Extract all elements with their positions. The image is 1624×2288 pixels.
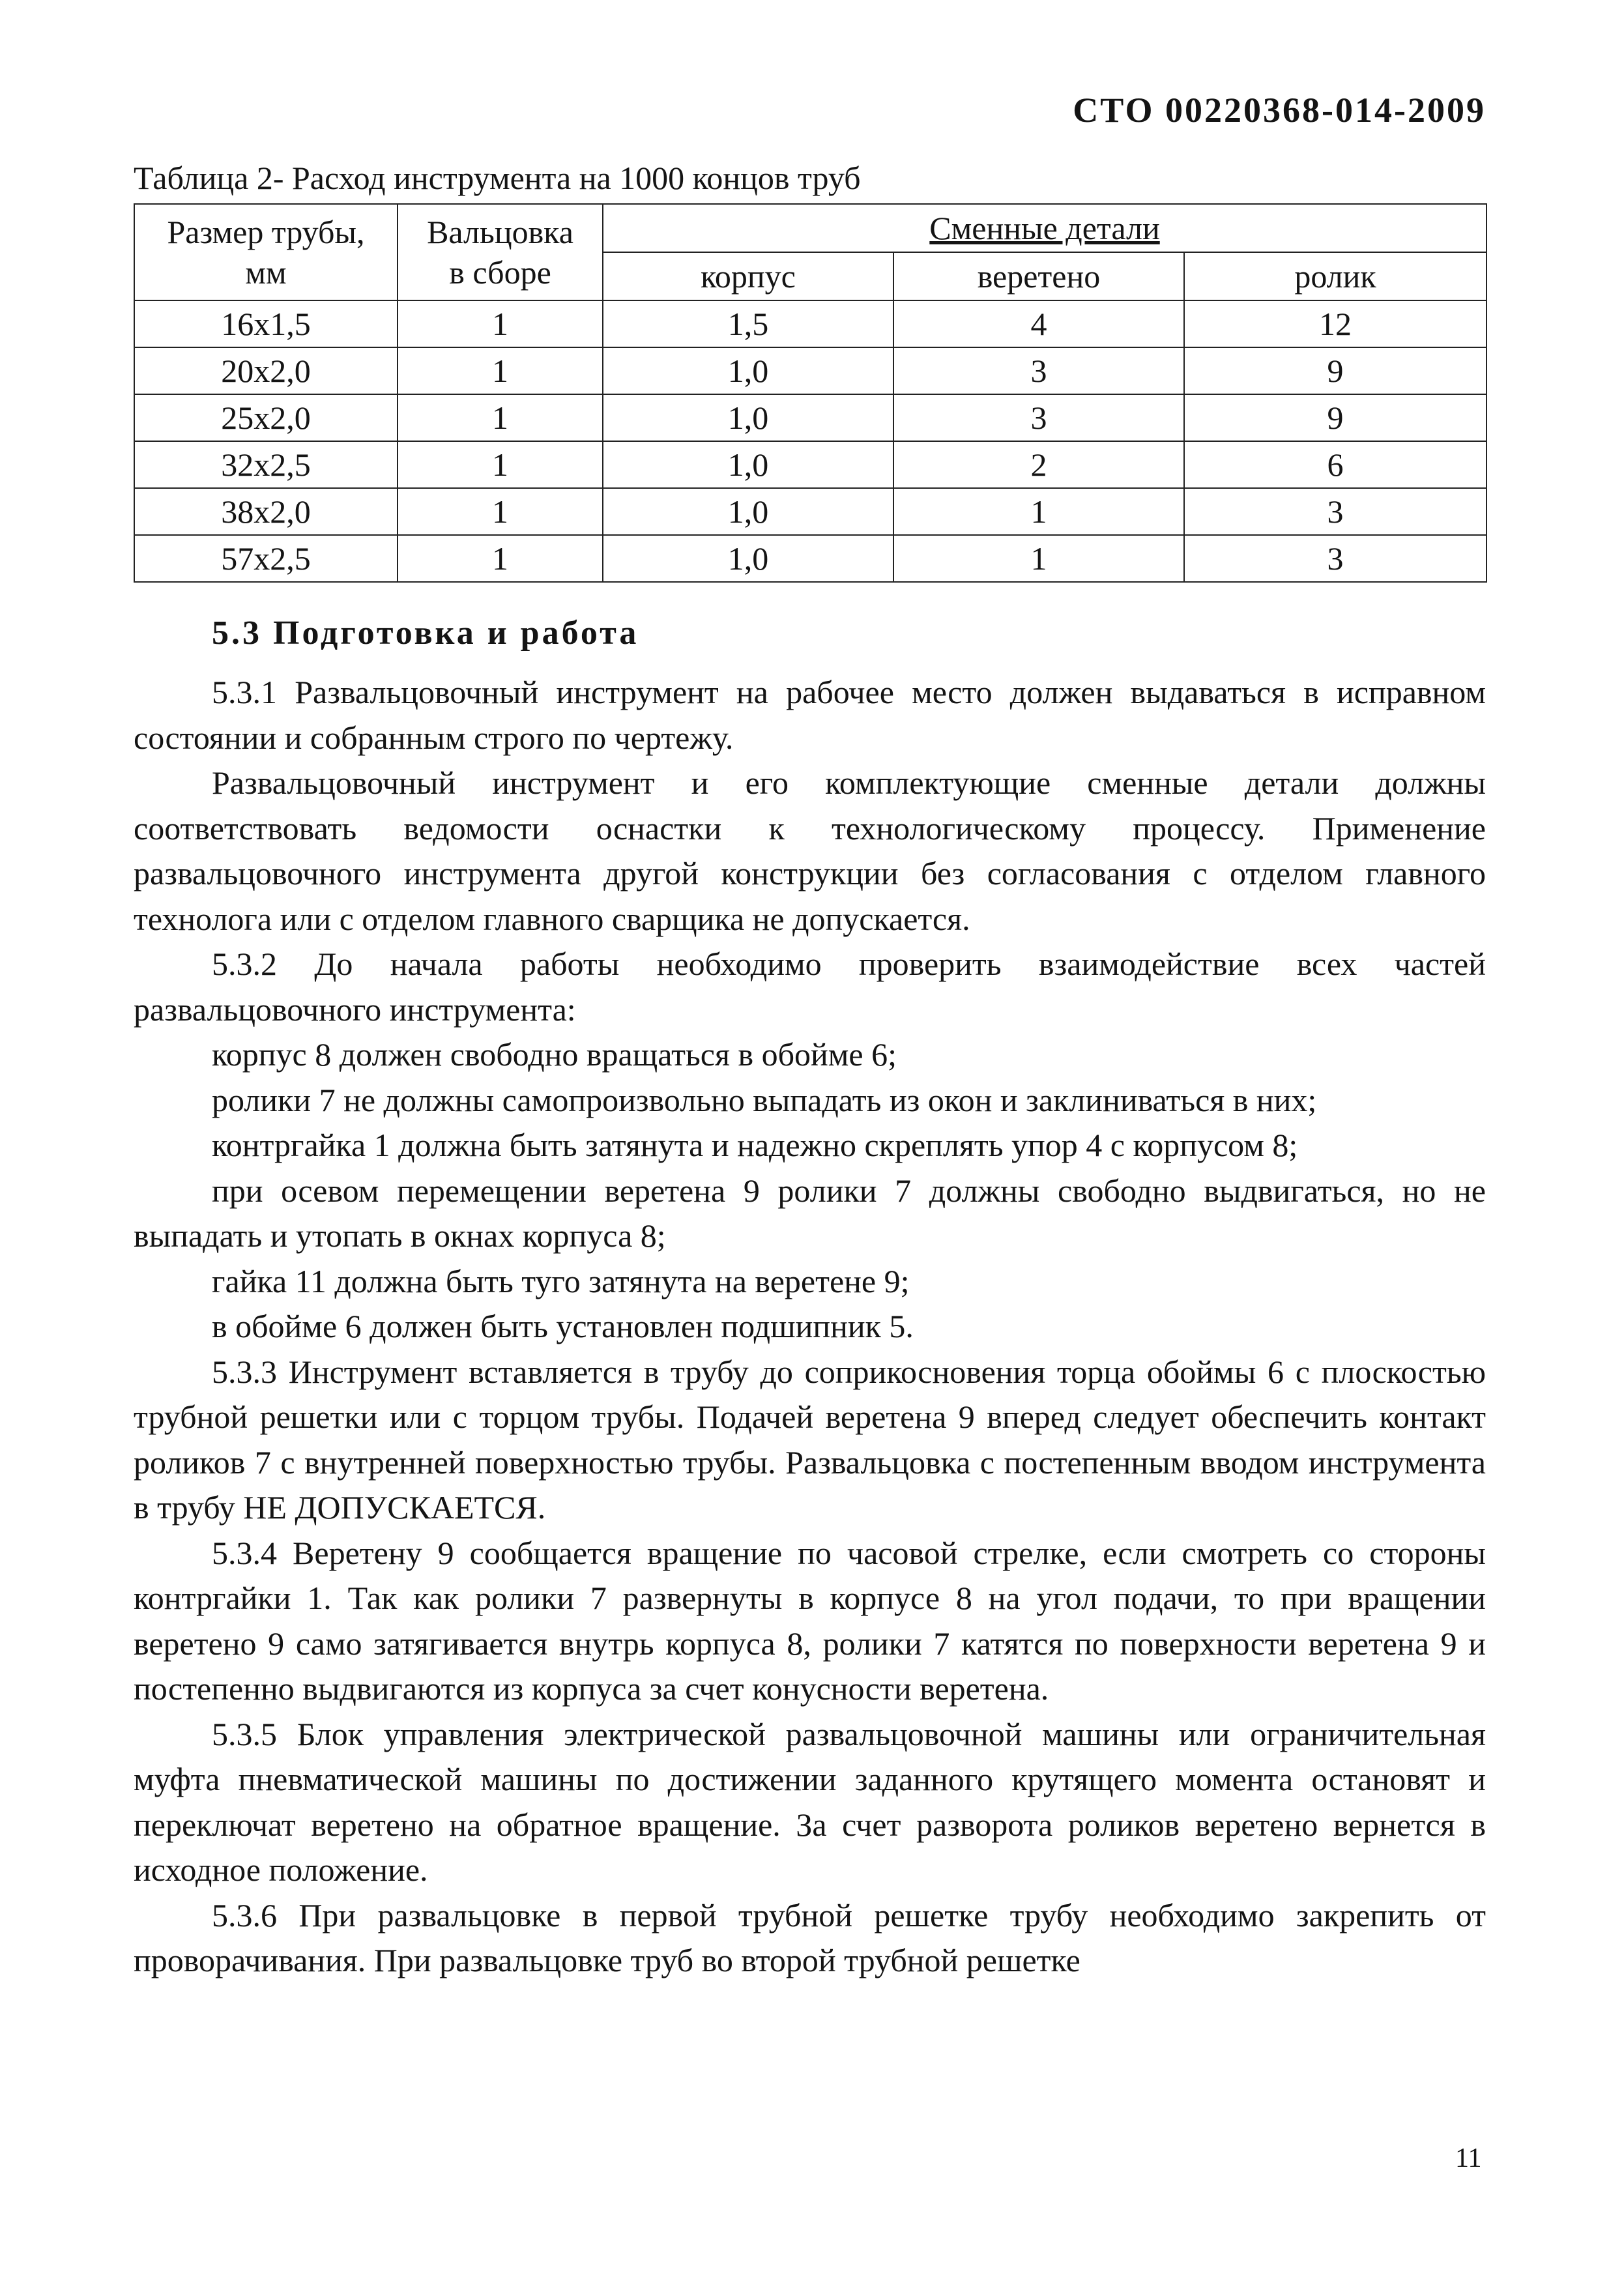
paragraph: Развальцовочный инструмент и его комплектующие сменные детали должны соответствовать ведомости оснастки к технологическому процессу. Применение развальцовочного инструмента другой конструкции без согласования с отделом главного технолога или с отделом главного сварщика не допускается.: [134, 764, 1486, 937]
header-expander-line1: Вальцовка: [427, 214, 573, 250]
page-number: 11: [1455, 2143, 1482, 2173]
cell-expander: 1: [398, 535, 603, 582]
cell-body: 1,5: [603, 300, 893, 347]
checklist-item: корпус 8 должен свободно вращаться в обойме 6;: [212, 1036, 897, 1073]
cell-pipe-size: 25х2,0: [134, 394, 398, 441]
header-expander: [398, 204, 603, 300]
cell-spindle: 1: [893, 488, 1184, 535]
cell-pipe-size: 57х2,5: [134, 535, 398, 582]
table-row: [134, 535, 1486, 582]
paragraph-5-3-2: 5.3.2 До начала работы необходимо проверить взаимодействие всех частей развальцовочного инструмента:: [134, 946, 1486, 1028]
cell-pipe-size: 38х2,0: [134, 488, 398, 535]
checklist-item: при осевом перемещении веретена 9 ролики 7 должны свободно выдвигаться, но не выпадать и утопать в окнах корпуса 8;: [134, 1172, 1486, 1254]
cell-spindle: 1: [893, 535, 1184, 582]
header-body: корпус: [603, 252, 893, 300]
cell-spindle: 4: [893, 300, 1184, 347]
cell-roller: 3: [1184, 535, 1486, 582]
paragraph-5-3-6: 5.3.6 При развальцовке в первой трубной решетке трубу необходимо закрепить от проворачивания. При развальцовке труб во второй трубной решетке: [134, 1896, 1486, 1978]
cell-expander: 1: [398, 488, 603, 535]
checklist-item: гайка 11 должна быть туго затянута на веретене 9;: [212, 1262, 910, 1299]
section-body: [134, 670, 1486, 1984]
header-pipe-size-line1: Размер трубы,: [167, 214, 365, 250]
cell-roller: 12: [1184, 300, 1486, 347]
cell-expander: 1: [398, 300, 603, 347]
cell-roller: 6: [1184, 441, 1486, 488]
section-heading: 5.3 Подготовка и работа: [212, 615, 639, 652]
cell-pipe-size: 20х2,0: [134, 347, 398, 394]
table-row: [134, 394, 1486, 441]
table-row: [134, 488, 1486, 535]
cell-spindle: 2: [893, 441, 1184, 488]
paragraph-5-3-3: 5.3.3 Инструмент вставляется в трубу до соприкосновения торца обоймы 6 с плоскостью трубной решетки или с торцом трубы. Подачей веретена 9 вперед следует обеспечить контакт роликов 7 с внутренней поверхностью трубы. Развальцовка с постепенным вводом инструмента в трубу НЕ ДОПУСКАЕТСЯ.: [134, 1353, 1486, 1526]
paragraph-5-3-1: 5.3.1 Развальцовочный инструмент на рабочее место должен выдаваться в исправном состоянии и собранным строго по чертежу.: [134, 674, 1486, 756]
cell-body: 1,0: [603, 441, 893, 488]
tool-consumption-table: [134, 203, 1487, 583]
cell-body: 1,0: [603, 347, 893, 394]
cell-roller: 9: [1184, 394, 1486, 441]
header-spindle: веретено: [893, 252, 1184, 300]
cell-body: 1,0: [603, 535, 893, 582]
checklist-item: в обойме 6 должен быть установлен подшипник 5.: [212, 1308, 914, 1344]
header-expander-line2: в сборе: [449, 254, 551, 291]
cell-expander: 1: [398, 441, 603, 488]
checklist-item: контргайка 1 должна быть затянута и надежно скреплять упор 4 с корпусом 8;: [212, 1127, 1298, 1163]
header-roller: ролик: [1184, 252, 1486, 300]
cell-pipe-size: 16х1,5: [134, 300, 398, 347]
cell-roller: 3: [1184, 488, 1486, 535]
cell-spindle: 3: [893, 347, 1184, 394]
paragraph-5-3-4: 5.3.4 Веретену 9 сообщается вращение по часовой стрелке, если смотреть со стороны контргайки 1. Так как ролики 7 развернуты в корпусе 8 на угол подачи, то при вращении веретено 9 само затягивается внутрь корпуса 8, ролики 7 катятся по поверхности веретена 9 и постепенно выдвигаются из корпуса за счет конусности веретена.: [134, 1534, 1486, 1707]
cell-expander: 1: [398, 394, 603, 441]
cell-roller: 9: [1184, 347, 1486, 394]
table-row: [134, 300, 1486, 347]
table-header-row: [134, 204, 1486, 252]
cell-body: 1,0: [603, 394, 893, 441]
paragraph-5-3-5: 5.3.5 Блок управления электрической развальцовочной машины или ограничительная муфта пневматической машины по достижении заданного крутящего момента остановят и переключат веретено на обратное вращение. За счет разворота роликов веретено вернется в исходное положение.: [134, 1715, 1486, 1888]
table-row: [134, 441, 1486, 488]
checklist-item: ролики 7 не должны самопроизвольно выпадать из окон и заклиниваться в них;: [212, 1081, 1317, 1118]
table-caption: Таблица 2- Расход инструмента на 1000 концов труб: [134, 160, 861, 196]
header-replaceable-parts: Сменные детали: [603, 204, 1486, 252]
document-code: СТО 00220368-014-2009: [1073, 91, 1486, 130]
cell-body: 1,0: [603, 488, 893, 535]
header-pipe-size: [134, 204, 398, 300]
cell-expander: 1: [398, 347, 603, 394]
cell-pipe-size: 32х2,5: [134, 441, 398, 488]
header-pipe-size-line2: мм: [245, 254, 287, 291]
table-row: [134, 347, 1486, 394]
cell-spindle: 3: [893, 394, 1184, 441]
